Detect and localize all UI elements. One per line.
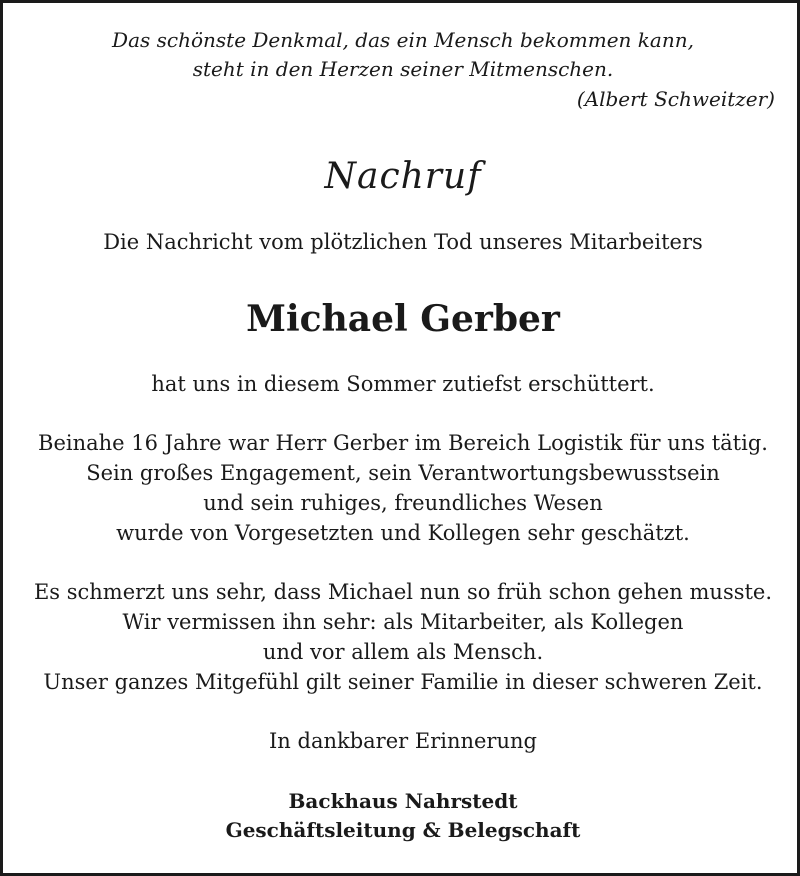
deceased-name: Michael Gerber [246, 298, 560, 340]
closing-text: In dankbarer Erinnerung [269, 729, 537, 753]
paragraph1-line: und sein ruhiges, freundliches Wesen [203, 491, 603, 515]
quote-line-1: Das schönste Denkmal, das ein Mensch bekommen kann, [112, 28, 694, 52]
intro-text: Die Nachricht vom plötzlichen Tod unseres Mitarbeiters [103, 230, 703, 254]
signature-company: Backhaus Nahrstedt [288, 789, 518, 813]
paragraph1-line: Sein großes Engagement, sein Verantwortungsbewusstsein [86, 461, 720, 485]
signature-group: Geschäftsleitung & Belegschaft [225, 818, 581, 842]
after-name-text: hat uns in diesem Sommer zutiefst erschüttert. [151, 372, 655, 396]
paragraph2-line: Es schmerzt uns sehr, dass Michael nun so früh schon gehen musste. [33, 580, 773, 604]
obituary-heading: Nachruf [324, 156, 482, 197]
paragraph2-line: Wir vermissen ihn sehr: als Mitarbeiter, als Kollegen [122, 610, 684, 634]
quote-attribution: (Albert Schweitzer) [576, 87, 775, 111]
paragraph1-line: wurde von Vorgesetzten und Kollegen sehr geschätzt. [116, 521, 690, 545]
paragraph1-line: Beinahe 16 Jahre war Herr Gerber im Bereich Logistik für uns tätig. [38, 431, 768, 455]
paragraph2-line: und vor allem als Mensch. [262, 640, 544, 664]
paragraph2-line: Unser ganzes Mitgefühl gilt seiner Familie in dieser schweren Zeit. [43, 670, 763, 694]
quote-line-2: steht in den Herzen seiner Mitmenschen. [192, 57, 614, 81]
